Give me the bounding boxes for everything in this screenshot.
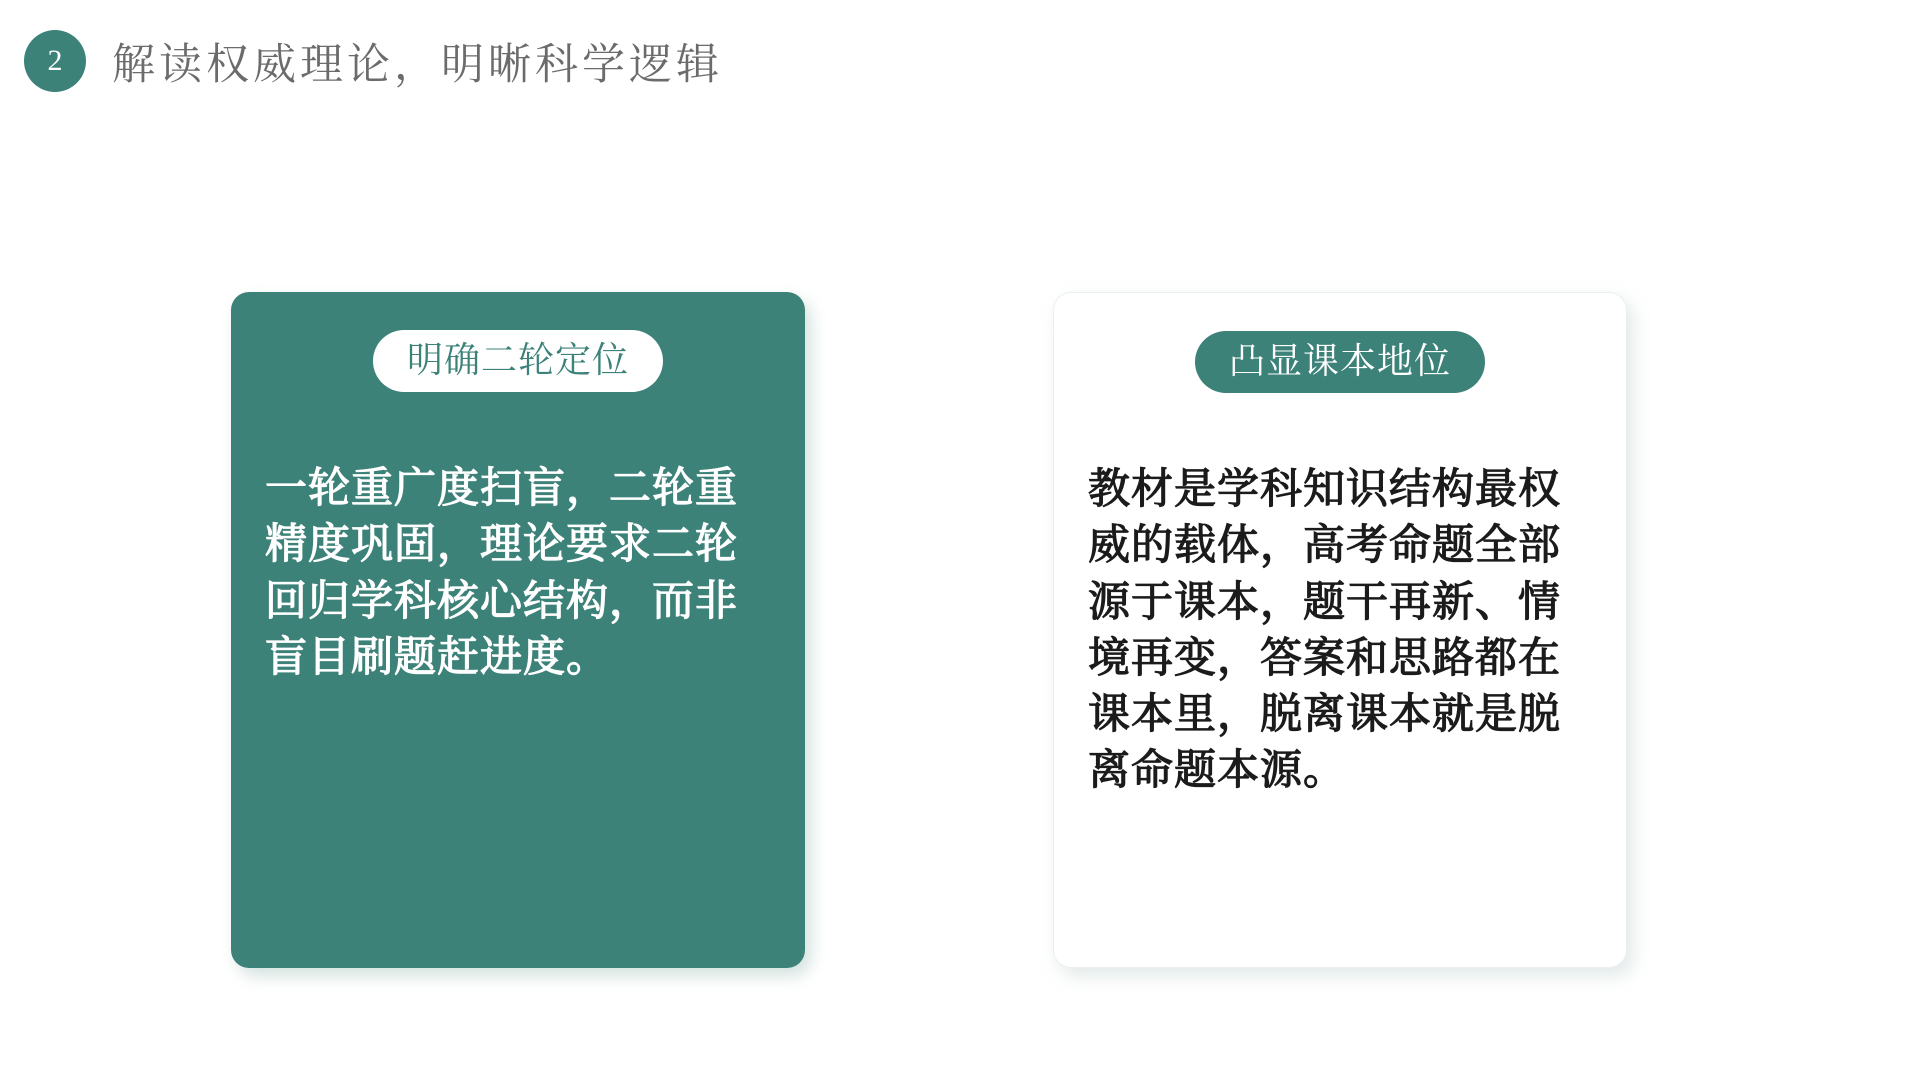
card-right-pill-label: 凸显课本地位 <box>1195 331 1485 393</box>
section-number-badge: 2 <box>24 30 86 92</box>
card-right <box>1053 292 1627 968</box>
card-left-pill-label: 明确二轮定位 <box>373 330 663 392</box>
card-right-body-text: 教材是学科知识结构最权威的载体，高考命题全部源于课本，题干再新、情境再变，答案和思路都在课本里，脱离课本就是脱离命题本源。 <box>1088 465 1562 794</box>
cards-row <box>0 292 1920 992</box>
slide-header <box>24 30 723 92</box>
card-left <box>231 292 805 968</box>
page-title: 解读权威理论，明晰科学逻辑 <box>112 41 723 89</box>
card-left-body-text: 一轮重广度扫盲，二轮重精度巩固，理论要求二轮回归学科核心结构，而非盲目刷题赶进度。 <box>265 464 739 680</box>
